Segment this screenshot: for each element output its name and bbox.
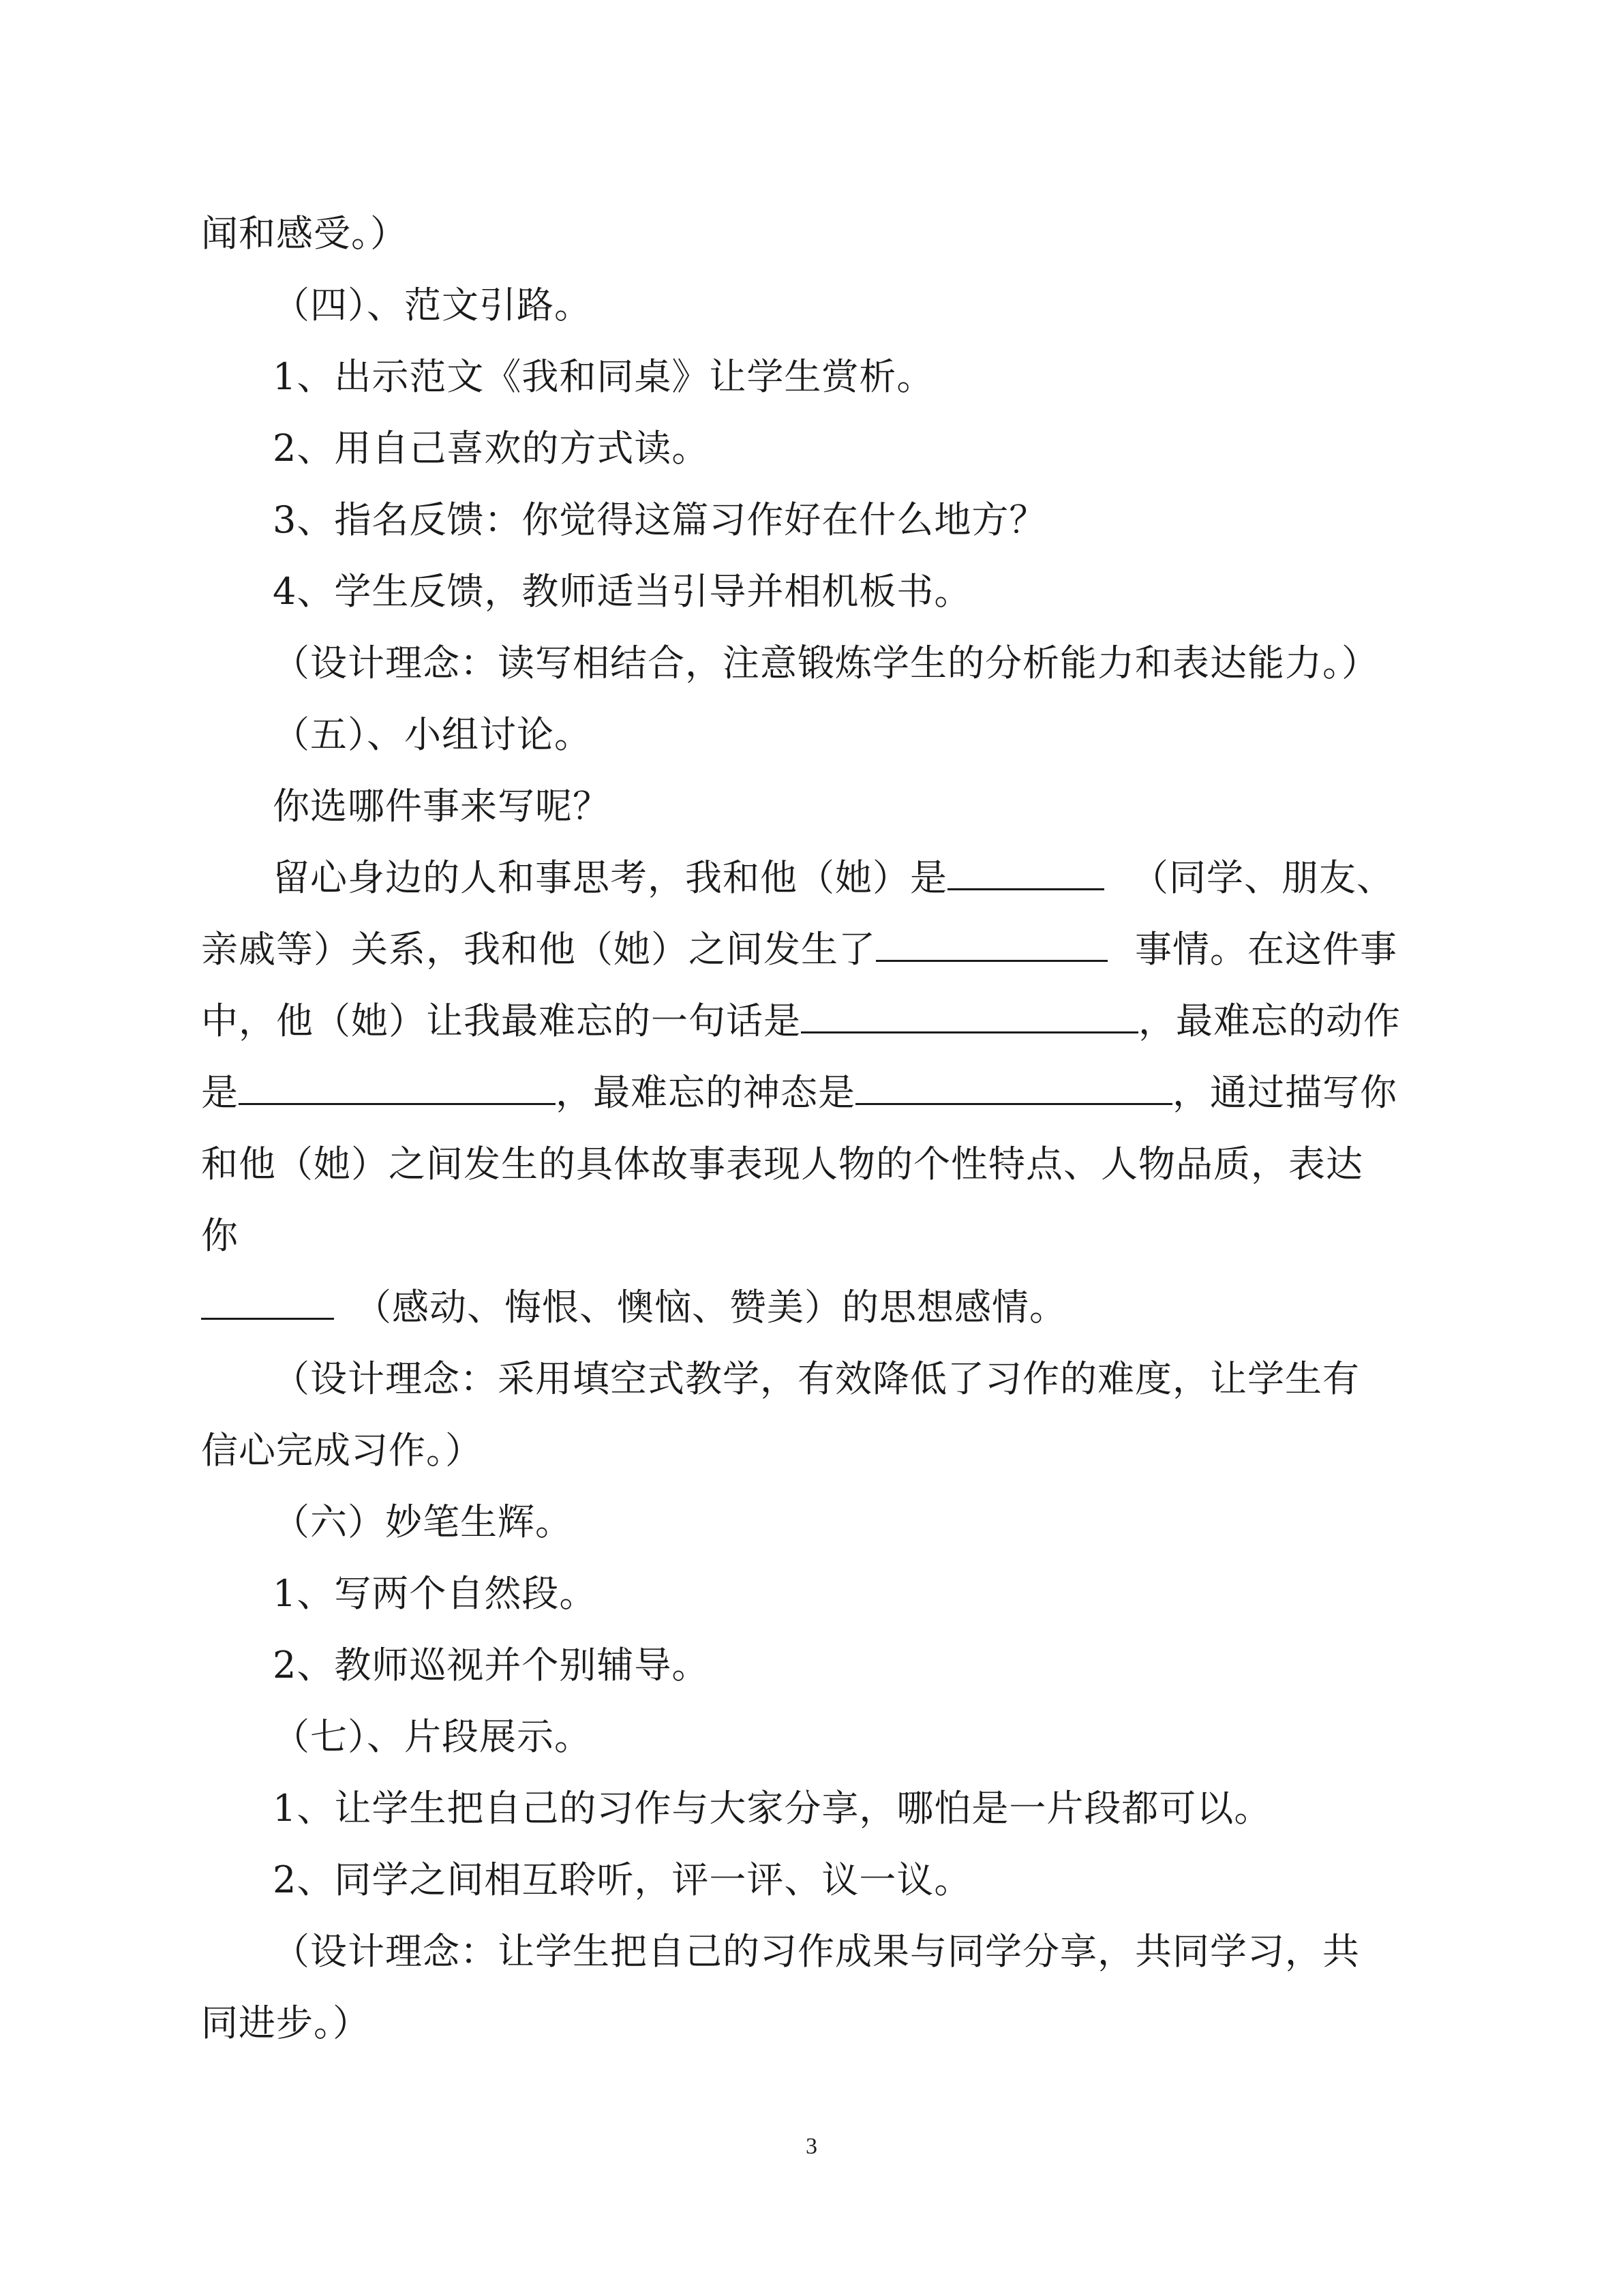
list-item: 1、写两个自然段。	[273, 1572, 597, 1615]
fill-line	[201, 1068, 1397, 1117]
fill-text: ，最难忘的神态是	[556, 1071, 855, 1114]
text-line: 闻和感受。）	[201, 212, 408, 255]
fill-line	[201, 925, 1397, 974]
fill-line: 你	[201, 1214, 239, 1257]
design-note: （设计理念：让学生把自己的习作成果与同学分享，共同学习，共	[273, 1930, 1360, 1973]
fill-text: ，最难忘的动作	[1138, 999, 1401, 1042]
fill-text: （同学、朋友、	[1132, 856, 1394, 899]
text-line: 你选哪件事来写呢？	[273, 785, 610, 828]
list-item: 1、让学生把自己的习作与大家分享，哪怕是一片段都可以。	[273, 1787, 1272, 1830]
fill-blank	[855, 1069, 1172, 1105]
design-note: （设计理念：采用填空式教学，有效降低了习作的难度，让学生有	[273, 1357, 1360, 1400]
fill-text: 亲戚等）关系，我和他（她）之间发生了	[201, 928, 876, 971]
design-note: 同进步。）	[201, 2002, 370, 2044]
fill-blank	[239, 1069, 556, 1105]
page-number: 3	[806, 2134, 817, 2159]
list-item: 2、教师巡视并个别辅导。	[273, 1644, 710, 1687]
fill-text: ，通过描写你	[1172, 1071, 1397, 1114]
fill-line	[273, 854, 1394, 903]
list-item: 3、指名反馈：你觉得这篇习作好在什么地方？	[273, 498, 1047, 541]
fill-line: 和他（她）之间发生的具体故事表现人物的个性特点、人物品质，表达	[201, 1143, 1363, 1185]
section-heading: （六）妙笔生辉。	[273, 1500, 573, 1543]
design-note: （设计理念：读写相结合，注意锻炼学生的分析能力和表达能力。）	[273, 641, 1379, 684]
fill-blank	[876, 926, 1108, 962]
fill-line	[201, 997, 1401, 1046]
list-item: 4、学生反馈，教师适当引导并相机板书。	[273, 570, 972, 613]
section-heading: （五）、小组讨论。	[273, 713, 592, 756]
fill-text: 中，他（她）让我最难忘的一句话是	[201, 999, 801, 1042]
fill-blank	[947, 854, 1104, 890]
list-item: 1、出示范文《我和同桌》让学生赏析。	[273, 355, 935, 398]
fill-blank	[801, 997, 1138, 1033]
fill-text: （感动、悔恨、懊恼、赞美）的思想感情。	[354, 1286, 1067, 1329]
section-heading: （四）、范文引路。	[273, 284, 592, 327]
list-item: 2、同学之间相互聆听，评一评、议一议。	[273, 1858, 972, 1901]
list-item: 2、用自己喜欢的方式读。	[273, 427, 710, 470]
fill-text: 事情。在这件事	[1135, 928, 1397, 971]
fill-text: 是	[201, 1071, 239, 1114]
fill-blank	[201, 1284, 334, 1320]
section-heading: （七）、片段展示。	[273, 1715, 592, 1758]
design-note: 信心完成习作。）	[201, 1429, 483, 1472]
fill-line	[201, 1283, 1067, 1332]
fill-text: 留心身边的人和事思考，我和他（她）是	[273, 856, 947, 899]
